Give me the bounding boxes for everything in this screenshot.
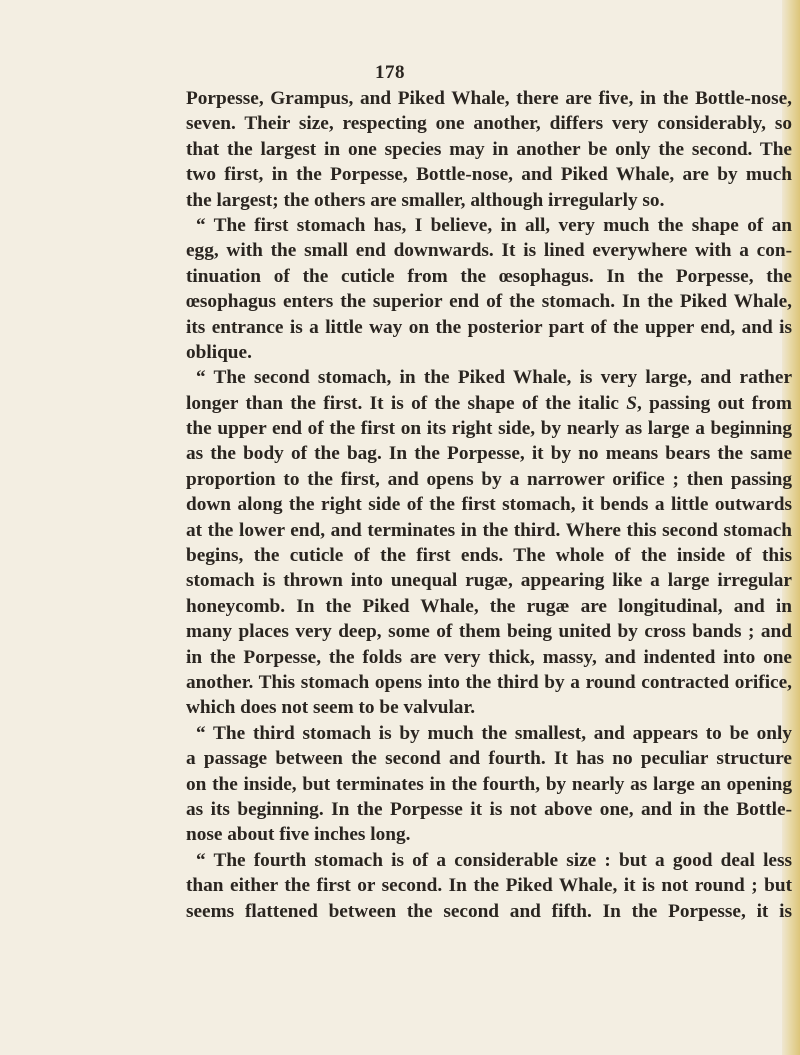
body-text bbox=[186, 86, 792, 924]
text-line: many places very deep, some of them being united by cross bands ; and bbox=[186, 621, 792, 643]
text-fragment: longer than the first. It is of the shape of the italic bbox=[186, 392, 627, 414]
text-line: as the body of the bag. In the Porpesse, it by no means bears the same bbox=[186, 443, 792, 465]
text-line: begins, the cuticle of the first ends. The whole of the inside of this bbox=[186, 545, 792, 567]
text-line: than either the first or second. In the Piked Whale, it is not round ; but bbox=[186, 875, 792, 897]
text-line: as its beginning. In the Porpesse it is not above one, and in the Bottle- bbox=[186, 798, 792, 820]
text-line: seems flattened between the second and fifth. In the Porpesse, it is bbox=[186, 900, 792, 922]
text-line: “ The second stomach, in the Piked Whale, is very large, and rather bbox=[196, 367, 792, 389]
text-line: at the lower end, and terminates in the third. Where this second stomach bbox=[186, 519, 792, 541]
text-line: the upper end of the first on its right side, by nearly as large a beginning bbox=[186, 418, 792, 440]
text-line-with-italic bbox=[186, 391, 792, 416]
text-line: that the largest in one species may in another be only the second. The bbox=[186, 138, 792, 160]
text-line: “ The fourth stomach is of a considerable size : but a good deal less bbox=[196, 849, 792, 871]
text-line: egg, with the small end downwards. It is lined everywhere with a con- bbox=[186, 240, 792, 262]
text-line: “ The third stomach is by much the smallest, and appears to be only bbox=[196, 722, 792, 744]
text-line: in the Porpesse, the folds are very thick, massy, and indented into one bbox=[186, 646, 792, 668]
text-line: oblique. bbox=[186, 341, 252, 363]
text-line: the largest; the others are smaller, although irregularly so. bbox=[186, 189, 665, 211]
text-line: proportion to the first, and opens by a narrower orifice ; then passing bbox=[186, 468, 792, 490]
text-line: two first, in the Porpesse, Bottle-nose, and Piked Whale, are by much bbox=[186, 164, 792, 186]
text-line: “ The first stomach has, I believe, in all, very much the shape of an bbox=[196, 214, 792, 236]
text-line: its entrance is a little way on the posterior part of the upper end, and is bbox=[186, 316, 792, 338]
text-line: which does not seem to be valvular. bbox=[186, 697, 476, 719]
italic-letter: S bbox=[626, 392, 638, 414]
text-line: another. This stomach opens into the third by a round contracted orifice, bbox=[186, 671, 792, 693]
text-line: seven. Their size, respecting one another, differs very considerably, so bbox=[186, 113, 792, 135]
text-line: down along the right side of the first stomach, it bends a little outwards bbox=[186, 494, 792, 516]
text-line: Porpesse, Grampus, and Piked Whale, there are five, in the Bottle-nose, bbox=[186, 88, 792, 109]
text-line: a passage between the second and fourth. It has no peculiar structure bbox=[186, 748, 792, 770]
text-line: nose about five inches long. bbox=[186, 824, 411, 846]
text-line: stomach is thrown into unequal rugæ, appearing like a large irregular bbox=[186, 570, 792, 592]
text-line: tinuation of the cuticle from the œsophagus. In the Porpesse, the bbox=[186, 265, 792, 287]
text-line: honeycomb. In the Piked Whale, the rugæ are longitudinal, and in bbox=[186, 595, 792, 617]
page-number: 178 bbox=[375, 62, 405, 83]
text-fragment: , passing out from bbox=[637, 392, 792, 414]
text-line: œsophagus enters the superior end of the stomach. In the Piked Whale, bbox=[186, 291, 792, 313]
text-line: on the inside, but terminates in the fourth, by nearly as large an opening bbox=[186, 773, 792, 795]
